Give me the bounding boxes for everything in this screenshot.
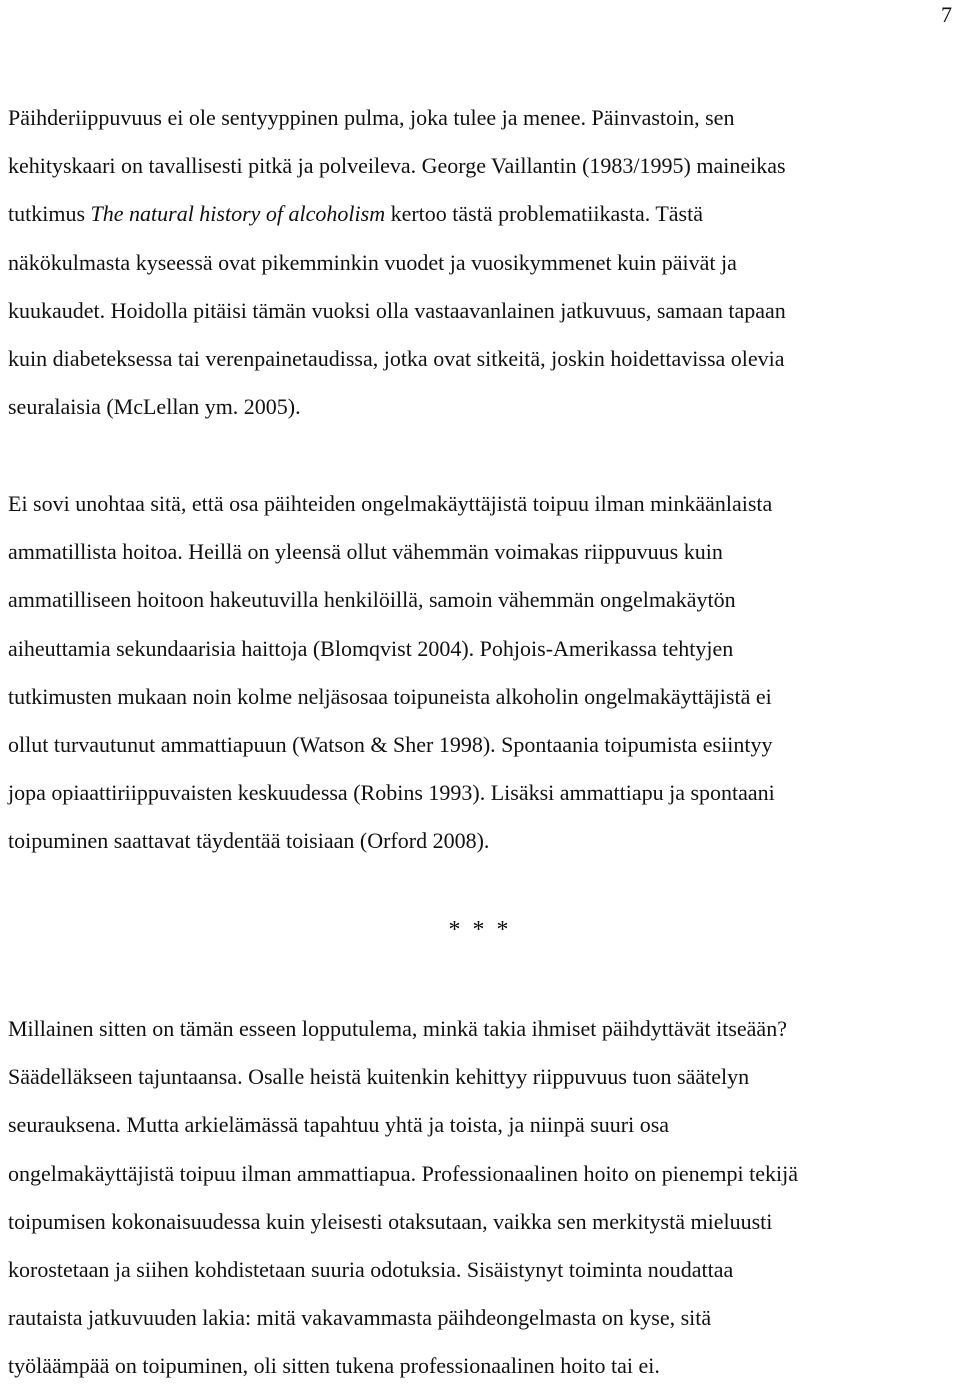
paragraph-3-line-3: seurauksena. Mutta arkielämässä tapahtuu yhtä ja toista, ja niinpä suuri osa (8, 1112, 670, 1138)
paragraph-3-line-1: Millainen sitten on tämän esseen lopputulema, minkä takia ihmiset päihdyttävät itseään? (8, 1016, 787, 1041)
paragraph-1-line-5: kuukaudet. Hoidolla pitäisi tämän vuoksi olla vastaavanlainen jatkuvuus, samaan tapaan (8, 297, 786, 323)
paragraph-3-line-6: korostetaan ja siihen kohdistetaan suuria odotuksia. Sisäistynyt toiminta noudattaa (8, 1257, 734, 1283)
paragraph-2-line-1: Ei sovi unohtaa sitä, että osa päihteiden ongelmakäyttäjistä toipuu ilman minkäänlaista (8, 491, 773, 516)
paragraph-3-line-2: Säädelläkseen tajuntaansa. Osalle heistä kuitenkin kehittyy riippuvuus tuon säätelyn (8, 1064, 750, 1090)
paragraph-3-line-7: rautaista jatkuvuuden lakia: mitä vakavammasta päihdeongelmasta on kyse, sitä (8, 1305, 712, 1331)
paragraph-1-line-4: näkökulmasta kyseessä ovat pikemminkin vuodet ja vuosikymmenet kuin päivät ja (8, 249, 737, 275)
paragraph-3-line-4: ongelmakäyttäjistä toipuu ilman ammattiapua. Professionaalinen hoito on pienempi tekijä (8, 1160, 798, 1186)
paragraph-2-line-2: ammatillista hoitoa. Heillä on yleensä ollut vähemmän voimakas riippuvuus kuin (8, 539, 723, 565)
section-separator: * * * (448, 917, 512, 943)
page-number: 7 (941, 2, 952, 27)
book-title: The natural history of alcoholism (90, 201, 386, 227)
paragraph-1-line-1: Päihderiippuvuus ei ole sentyyppinen pulma, joka tulee ja menee. Päinvastoin, sen (8, 105, 735, 130)
paragraph-2-line-8: toipuminen saattavat täydentää toisiaan (Orford 2008). (8, 828, 490, 854)
paragraph-2-line-3: ammatilliseen hoitoon hakeutuvilla henkilöillä, samoin vähemmän ongelmakäytön (8, 587, 736, 613)
line-3-text-after: kertoo tästä problematiikasta. Tästä (385, 201, 703, 227)
paragraph-2-line-4: aiheuttamia sekundaarisia haittoja (Blomqvist 2004). Pohjois-Amerikassa tehtyjen (8, 635, 734, 661)
paragraph-1-line-7: seuralaisia (McLellan ym. 2005). (8, 394, 301, 420)
paragraph-1-line-3 (8, 190, 954, 238)
paragraph-1-line-6: kuin diabeteksessa tai verenpainetaudissa, jotka ovat sitkeitä, joskin hoidettavissa olevia (8, 346, 785, 372)
paragraph-2 (8, 480, 954, 866)
paragraph-3 (8, 1005, 954, 1391)
paragraph-2-line-5: tutkimusten mukaan noin kolme neljäsosaa toipuneista alkoholin ongelmakäyttäjistä ei (8, 683, 772, 709)
paragraph-3-line-5: toipumisen kokonaisuudessa kuin yleisesti otaksutaan, vaikka sen merkitystä mieluusti (8, 1208, 773, 1234)
line-3-text-before: tutkimus (8, 201, 91, 227)
paragraph-1-line-2: kehityskaari on tavallisesti pitkä ja polveileva. George Vaillantin (1983/1995) maineikas (8, 153, 786, 179)
paragraph-3-line-8: työläämpää on toipuminen, oli sitten tukena professionaalinen hoito tai ei. (8, 1353, 660, 1379)
paragraph-1 (8, 94, 954, 431)
paragraph-2-line-7: jopa opiaattiriippuvaisten keskuudessa (Robins 1993). Lisäksi ammattiapu ja spontaani (8, 780, 775, 806)
paragraph-2-line-6: ollut turvautunut ammattiapuun (Watson & Sher 1998). Spontaania toipumista esiintyy (8, 732, 773, 758)
